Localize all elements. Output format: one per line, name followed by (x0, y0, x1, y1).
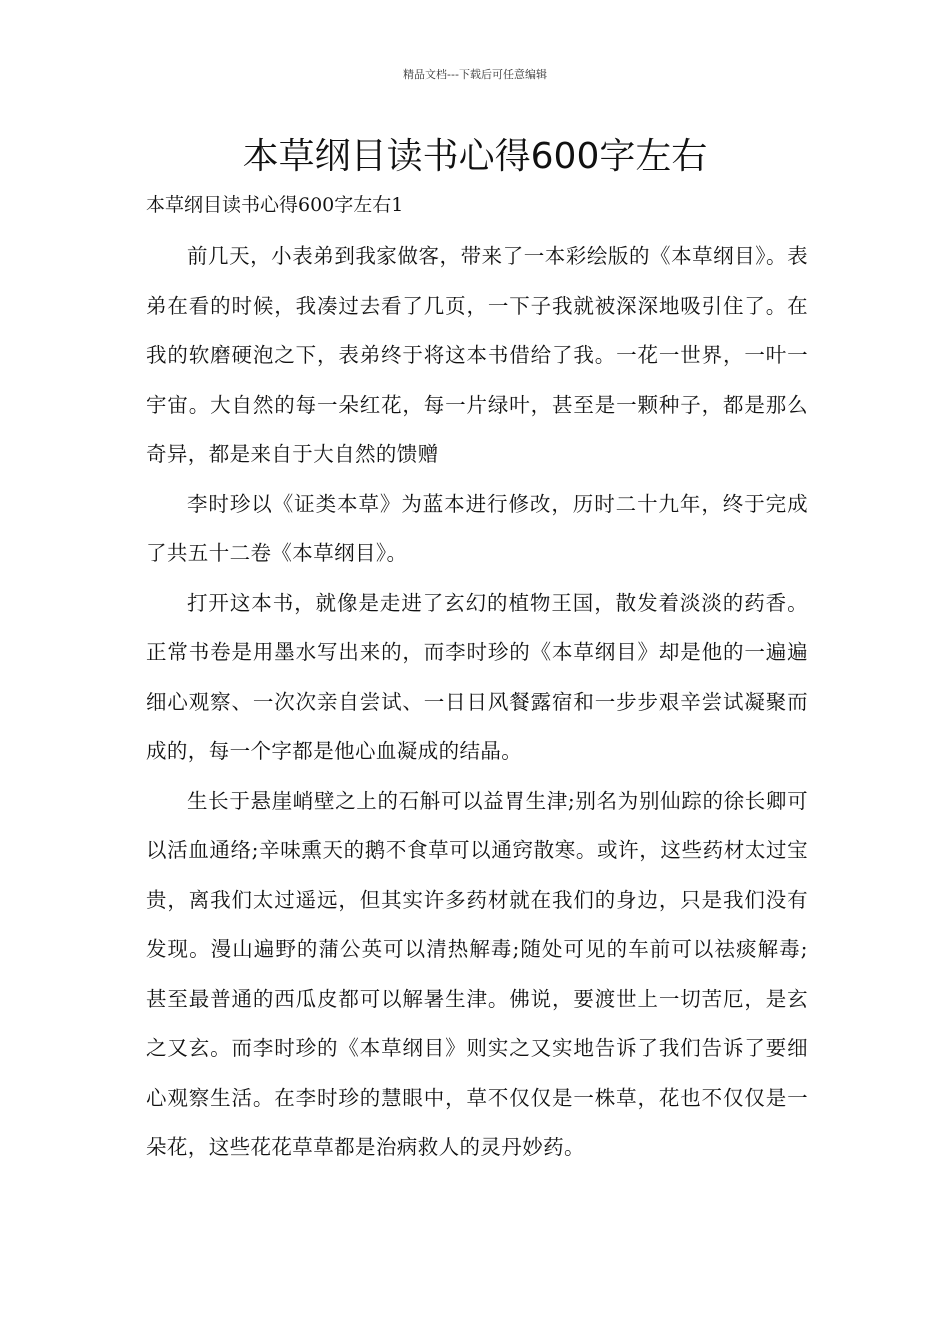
header-note: 精品文档---下载后可任意编辑 (403, 68, 547, 81)
paragraph: 生长于悬崖峭壁之上的石斛可以益胃生津;别名为别仙踪的徐长卿可以活血通络;辛味熏天的鹅不食草可以通窍散寒。或许，这些药材太过宝贵，离我们太过遥远，但其实许多药材就在我们的身边，只是我们没有发现。漫山遍野的蒲公英可以清热解毒;随处可见的车前可以祛痰解毒;甚至最普通的西瓜皮都可以解暑生津。佛说，要渡世上一切苦厄，是玄之又玄。而李时珍的《本草纲目》则实之又实地告诉了我们告诉了要细心观察生活。在李时珍的慧眼中，草不仅仅是一株草，花也不仅仅是一朵花，这些花花草草都是治病救人的灵丹妙药。 (146, 788, 808, 1159)
document-subheading: 本草纲目读书心得600字左右1 (146, 194, 404, 216)
document-body (146, 232, 808, 1173)
paragraph: 前几天，小表弟到我家做客，带来了一本彩绘版的《本草纲目》。表弟在看的时候，我凑过去看了几页，一下子我就被深深地吸引住了。在我的软磨硬泡之下，表弟终于将这本书借给了我。一花一世界，一叶一宇宙。大自然的每一朵红花，每一片绿叶，甚至是一颗种子，都是那么奇异，都是来自于大自然的馈赠 (146, 244, 808, 466)
paragraph: 李时珍以《证类本草》为蓝本进行修改，历时二十九年，终于完成了共五十二卷《本草纲目》。 (146, 491, 808, 565)
document-title: 本草纲目读书心得600字左右 (242, 136, 708, 177)
paragraph: 打开这本书，就像是走进了玄幻的植物王国，散发着淡淡的药香。正常书卷是用墨水写出来的，而李时珍的《本草纲目》却是他的一遍遍细心观察、一次次亲自尝试、一日日风餐露宿和一步步艰辛尝试凝聚而成的，每一个字都是他心血凝成的结晶。 (146, 590, 808, 763)
